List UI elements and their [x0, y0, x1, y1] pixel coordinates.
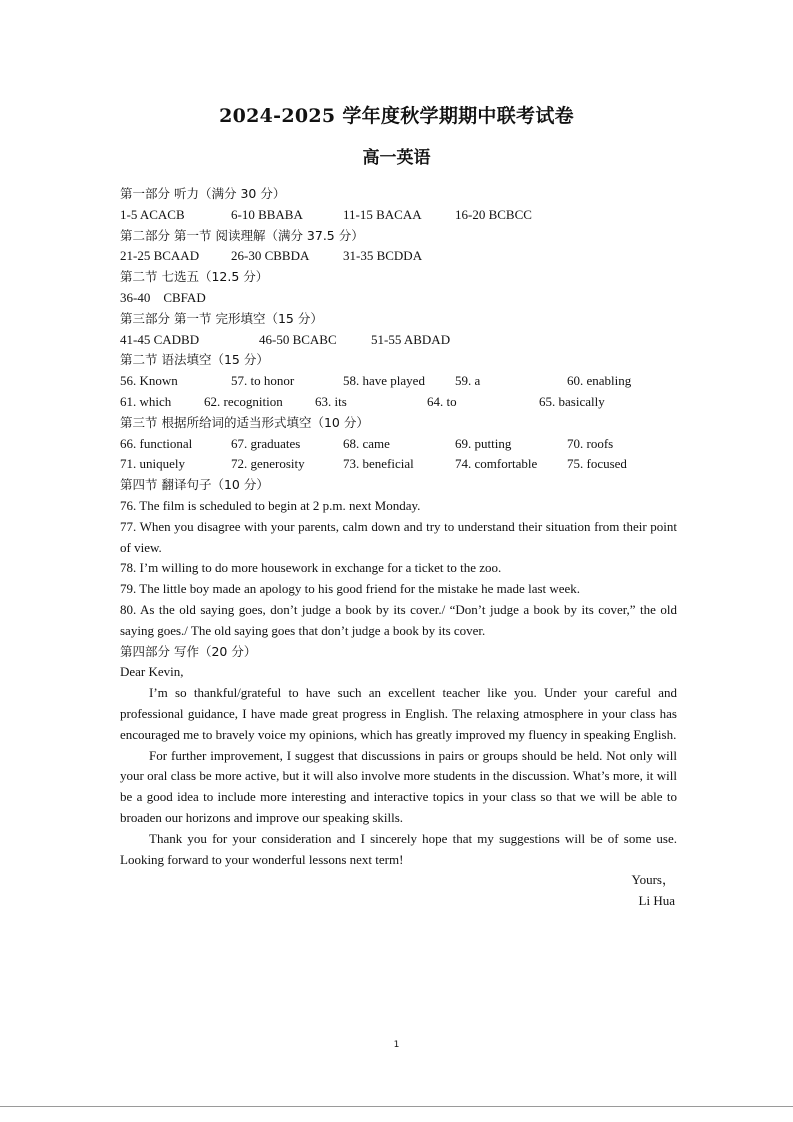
section-heading-seven-choose-five: 第二节 七选五（12.5 分） [120, 269, 269, 285]
translation-item: 76. The film is scheduled to begin at 2 p.m. next Monday. [120, 497, 421, 513]
word-forms-row [120, 434, 677, 455]
answer-item: 69. putting [455, 435, 512, 451]
page-title: 2024-2025 学年度秋学期期中联考试卷 [219, 105, 574, 127]
answer-item: 60. enabling [567, 373, 632, 389]
answer-item: 61. which [120, 393, 172, 409]
answer-group: 21-25 BCAAD [120, 248, 200, 264]
answer-group: 6-10 BBABA [231, 206, 303, 222]
word-forms-row [120, 454, 677, 475]
answer-item: 73. beneficial [343, 456, 414, 472]
answer-item: 58. have played [343, 373, 425, 389]
answer-group: 51-55 ABDAD [371, 331, 451, 347]
answer-item: 72. generosity [231, 456, 305, 472]
page-subtitle: 高一英语 [362, 148, 431, 168]
section-heading-reading: 第二部分 第一节 阅读理解（满分 37.5 分） [120, 227, 364, 243]
bottom-divider [0, 1106, 793, 1107]
answer-item: 75. focused [567, 456, 627, 472]
answer-group: 26-30 CBBDA [231, 248, 310, 264]
answer-item: 56. Known [120, 373, 178, 389]
translation-item: 78. I’m willing to do more housework in exchange for a ticket to the zoo. [120, 560, 502, 576]
section-heading-word-forms: 第三节 根据所给词的适当形式填空（10 分） [120, 414, 369, 430]
answer-group: 46-50 BCABC [259, 331, 337, 347]
grammar-answers-row [120, 392, 677, 413]
answer-item: 74. comfortable [455, 456, 538, 472]
answer-group: 1-5 ACACB [120, 206, 185, 222]
answer-content [120, 184, 677, 912]
answer-item: 63. its [315, 393, 347, 409]
answer-item: 68. came [343, 435, 390, 451]
page-number: 1 [393, 1040, 400, 1050]
answer-group: 31-35 BCDDA [343, 248, 423, 264]
section-heading-listening: 第一部分 听力（满分 30 分） [120, 186, 286, 201]
translation-item: 77. When you disagree with your parents, calm down and try to understand their situation from their point of view. [120, 518, 677, 555]
cloze-answers [120, 330, 677, 351]
answer-item: 71. uniquely [120, 456, 185, 472]
answer-item: 67. graduates [231, 435, 301, 451]
answer-group: 11-15 BACAA [343, 206, 422, 222]
section-heading-writing: 第四部分 写作（20 分） [120, 643, 257, 659]
section-heading-grammar: 第二节 语法填空（15 分） [120, 352, 269, 368]
letter-signature: Li Hua [638, 893, 675, 909]
answer-group: 41-45 CADBD [120, 331, 200, 347]
letter-salutation: Dear Kevin, [120, 664, 184, 680]
answer-item: 64. to [427, 393, 457, 409]
answer-item: 59. a [455, 373, 481, 389]
seven-choose-five-answer [120, 288, 677, 309]
answer-item: 57. to honor [231, 373, 295, 389]
section-heading-cloze: 第三部分 第一节 完形填空（15 分） [120, 310, 323, 326]
section-heading-translation: 第四节 翻译句子（10 分） [120, 477, 269, 493]
letter-closing: Yours， [631, 872, 675, 888]
grammar-answers-row [120, 371, 677, 392]
answer-item: 66. functional [120, 435, 193, 451]
translation-item: 79. The little boy made an apology to his good friend for the mistake he made last week. [120, 581, 581, 597]
letter-paragraph: Thank you for your consideration and I sincerely hope that my suggestions will be of some use. Looking forward to your wonderful lessons next term! [120, 830, 677, 867]
answer-item: 62. recognition [204, 393, 283, 409]
letter-paragraph: For further improvement, I suggest that discussions in pairs or groups should be held. Not only will your oral class be more active, but it will also involve more students in the discussion. What’s more, it will be a good idea to include more interesting and interactive topics in your class so that we will be able to broaden our horizons and improve our speaking skills. [120, 747, 677, 825]
listening-answers [120, 205, 677, 226]
answer-item: 65. basically [539, 393, 605, 409]
answer-group: 36-40 CBFAD [120, 289, 206, 305]
answer-group: 16-20 BCBCC [455, 206, 532, 222]
letter-paragraph: I’m so thankful/grateful to have such an excellent teacher like you. Under your careful and professional guidance, I have made great progress in English. The relaxing atmosphere in your class has encouraged me to bravely voice my opinions, which has greatly improved my fluency in speaking English. [120, 685, 677, 742]
translation-item: 80. As the old saying goes, don’t judge a book by its cover./ “Don’t judge a book by its cover,” the old saying goes./ The old saying goes that don’t judge a book by its cover. [120, 601, 677, 638]
answer-item: 70. roofs [567, 435, 614, 451]
reading-answers [120, 246, 677, 267]
